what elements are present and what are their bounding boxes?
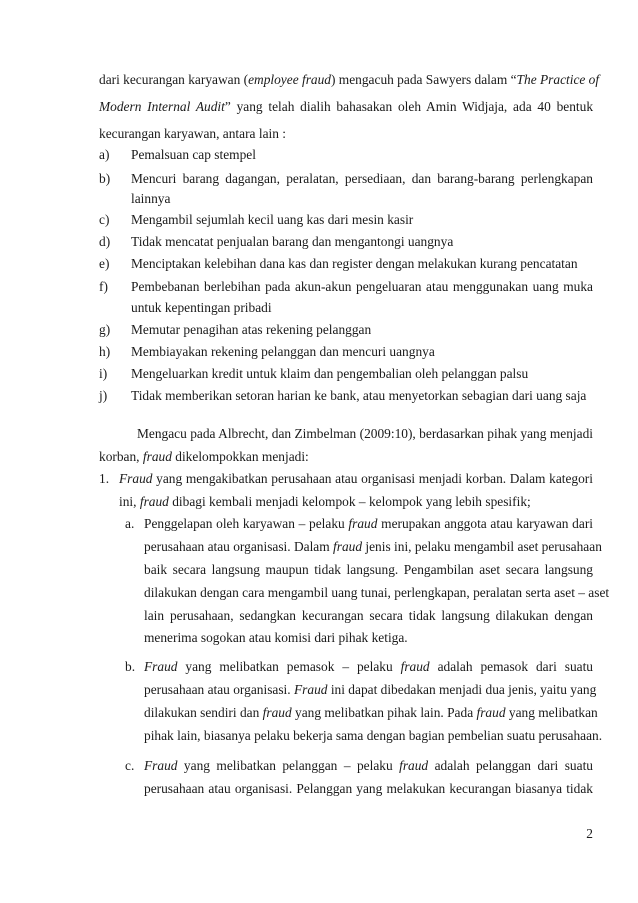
list-label: d) — [99, 234, 111, 249]
list-item: Mengeluarkan kredit untuk klaim dan pengembalian oleh pelanggan palsu — [131, 366, 529, 381]
subitem-a-line-6: menerima sogokan atau komisi dari pihak ketiga. — [144, 630, 408, 645]
list-item: Pembebanan berlebihan pada akun-akun pengeluaran atau menggunakan uang muka — [131, 279, 593, 294]
list-item: Tidak mencatat penjualan barang dan mengantongi uangnya — [131, 234, 454, 249]
list-label: i) — [99, 366, 108, 381]
list-label: c) — [99, 212, 110, 227]
subitem-c-label: c. — [125, 758, 135, 773]
subitem-b-line-4: pihak lain, biasanya pelaku bekerja sama dengan bagian pembelian suatu perusahaan. — [144, 728, 603, 743]
list-item: Memutar penagihan atas rekening pelanggan — [131, 322, 372, 337]
item1-label: 1. — [99, 471, 110, 486]
intro-line-3: kecurangan karyawan, antara lain : — [99, 126, 286, 141]
list-item: Membiayakan rekening pelanggan dan mencuri uangnya — [131, 344, 435, 359]
list-item: Pemalsuan cap stempel — [131, 147, 256, 162]
subitem-a-line-2: perusahaan atau organisasi. Dalam fraud jenis ini, pelaku mengambil aset perusahaan — [144, 539, 602, 554]
list-label: f) — [99, 279, 108, 294]
list-label: b) — [99, 171, 111, 186]
list-label: a) — [99, 147, 110, 162]
subitem-a-line-1: Penggelapan oleh karyawan – pelaku fraud merupakan anggota atau karyawan dari — [144, 516, 593, 531]
subitem-a-label: a. — [125, 516, 135, 531]
list-item: Mencuri barang dagangan, peralatan, persediaan, dan barang-barang perlengkapan — [131, 171, 593, 186]
page-number: 2 — [586, 826, 593, 841]
list-item: Tidak memberikan setoran harian ke bank, atau menyetorkan sebagian dari uang saja — [131, 388, 587, 403]
list-label: g) — [99, 322, 111, 337]
subitem-a-line-3: baik secara langsung maupun tidak langsung. Pengambilan aset secara langsung — [144, 562, 593, 577]
intro-line-2: Modern Internal Audit” yang telah dialih bahasakan oleh Amin Widjaja, ada 40 bentuk — [99, 99, 594, 114]
list-item-continuation: untuk kepentingan pribadi — [131, 300, 272, 315]
item1-line-2: ini, fraud dibagi kembali menjadi kelompok – kelompok yang lebih spesifik; — [119, 494, 531, 509]
para2-line-1: Mengacu pada Albrecht, dan Zimbelman (2009:10), berdasarkan pihak yang menjadi — [137, 426, 593, 441]
subitem-a-line-5: lain perusahaan, sedangkan kecurangan secara tidak langsung dilakukan dengan — [144, 608, 593, 623]
subitem-a-line-4: dilakukan dengan cara mengambil uang tunai, perlengkapan, peralatan serta aset – aset — [144, 585, 610, 600]
list-item-continuation: lainnya — [131, 191, 171, 206]
list-item: Menciptakan kelebihan dana kas dan register dengan melakukan kurang pencatatan — [131, 256, 578, 271]
subitem-b-label: b. — [125, 659, 136, 674]
document-page — [99, 0, 610, 903]
subitem-c-line-2: perusahaan atau organisasi. Pelanggan yang melakukan kecurangan biasanya tidak — [144, 781, 593, 796]
item1-line-1: Fraud yang mengakibatkan perusahaan atau organisasi menjadi korban. Dalam kategori — [119, 471, 593, 486]
intro-line-1: dari kecurangan karyawan (employee fraud) mengacuh pada Sawyers dalam “The Practice of — [99, 72, 600, 87]
subitem-b-line-3: dilakukan sendiri dan fraud yang melibatkan pihak lain. Pada fraud yang melibatkan — [144, 705, 598, 720]
list-item: Mengambil sejumlah kecil uang kas dari mesin kasir — [131, 212, 414, 227]
list-label: h) — [99, 344, 111, 359]
list-label: e) — [99, 256, 110, 271]
subitem-c-line-1: Fraud yang melibatkan pelanggan – pelaku fraud adalah pelanggan dari suatu — [144, 758, 593, 773]
list-label: j) — [99, 388, 108, 403]
subitem-b-line-1: Fraud yang melibatkan pemasok – pelaku fraud adalah pemasok dari suatu — [144, 659, 593, 674]
para2-line-2: korban, fraud dikelompokkan menjadi: — [99, 449, 309, 464]
subitem-b-line-2: perusahaan atau organisasi. Fraud ini dapat dibedakan menjadi dua jenis, yaitu yang — [144, 682, 597, 697]
